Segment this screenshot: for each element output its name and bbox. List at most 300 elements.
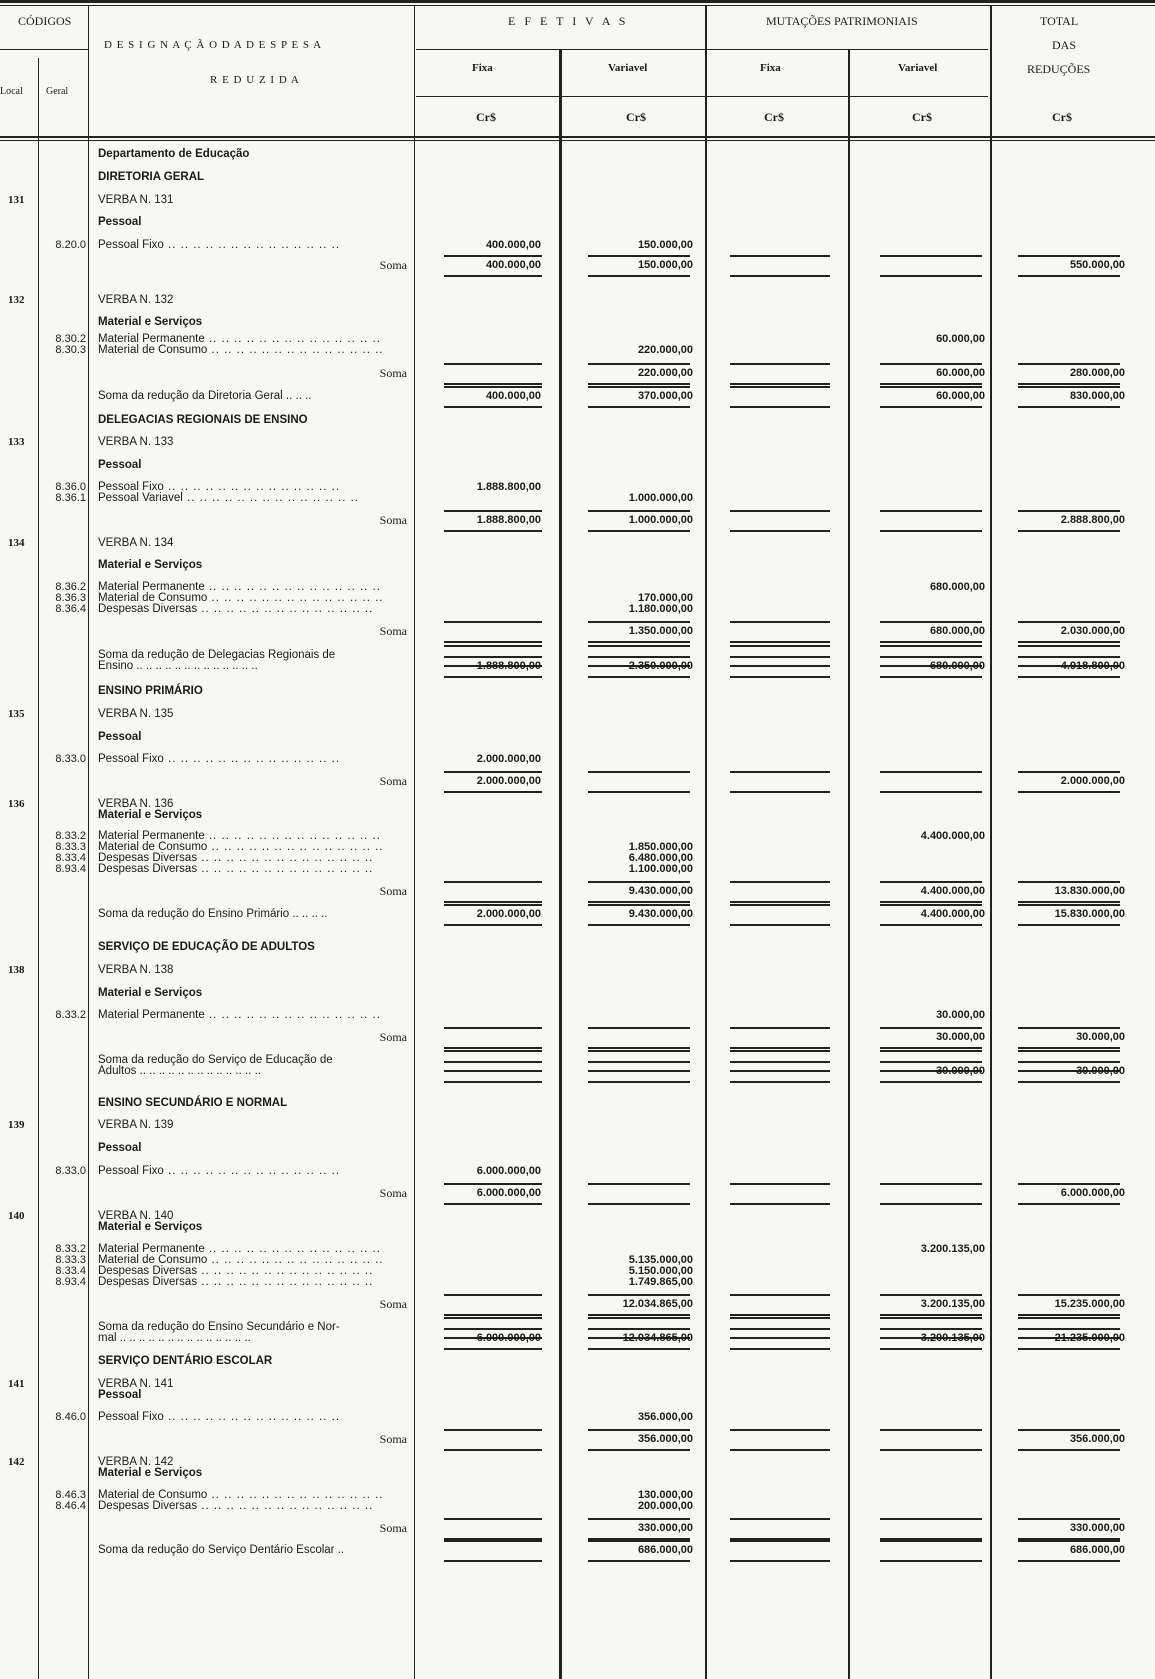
row-description: Pessoal	[98, 459, 142, 471]
sum-rule	[1018, 510, 1120, 512]
row-efetiva-fixa: 6.000.000,00	[476, 1187, 541, 1199]
row-total-reducoes: 330.000,00	[1069, 1522, 1125, 1534]
table-row	[0, 1007, 1155, 1023]
row-general-code: 8.36.0	[55, 481, 86, 493]
sum-rule	[1018, 645, 1120, 647]
row-efetiva-variavel: 2.350.000,00	[628, 660, 693, 672]
table-row	[0, 683, 1155, 699]
row-total-reducoes: 686.000,00	[1069, 1544, 1125, 1556]
sum-rule	[588, 1047, 690, 1049]
row-efetiva-variavel: 170.000,00	[637, 592, 693, 604]
row-description: VERBA N. 131	[98, 194, 174, 206]
row-local-code: 131	[8, 194, 25, 206]
sum-rule	[1018, 1314, 1120, 1316]
sum-rule	[730, 1560, 830, 1562]
sum-rule	[880, 363, 982, 365]
sum-rule	[588, 621, 690, 623]
row-general-code: 8.93.4	[55, 863, 86, 875]
row-local-code: 138	[8, 964, 25, 976]
row-general-code: 8.30.2	[55, 333, 86, 345]
sum-rule	[730, 1429, 830, 1431]
row-local-code: 141	[8, 1378, 25, 1390]
sum-rule	[880, 904, 982, 906]
sum-rule	[880, 1183, 982, 1185]
row-description: Material Permanente .. ..	[98, 579, 408, 595]
sum-rule	[444, 904, 542, 906]
sum-rule	[444, 1203, 542, 1205]
row-efetiva-variavel: 150.000,00	[637, 239, 693, 251]
row-description: Departamento de Educação	[98, 148, 250, 160]
sum-rule	[1018, 1183, 1120, 1185]
row-description: VERBA N. 133	[98, 436, 174, 448]
sum-rule	[444, 1348, 542, 1350]
row-mutacao-variavel: 4.400.000,00	[920, 830, 985, 842]
sum-rule	[880, 1203, 982, 1205]
row-general-code: 8.20.0	[55, 239, 86, 251]
row-efetiva-variavel: 330.000,00	[637, 1522, 693, 1534]
sum-rule	[880, 1317, 982, 1319]
sum-rule	[444, 255, 542, 257]
row-description: Material e Serviços	[98, 987, 203, 999]
row-description: Despesas Diversas .. ..	[98, 861, 408, 877]
sum-rule	[730, 676, 830, 678]
table-row	[0, 729, 1155, 745]
table-row	[0, 751, 1155, 767]
sum-rule	[1018, 386, 1120, 388]
sum-rule	[730, 904, 830, 906]
sum-rule	[1018, 676, 1120, 678]
row-description: ENSINO PRIMÁRIO	[98, 685, 203, 697]
sum-rule	[588, 1560, 690, 1562]
row-description: Pessoal	[98, 1389, 142, 1401]
row-description: Material e Serviços	[98, 1467, 203, 1479]
row-total-reducoes: 15.235.000,00	[1054, 1298, 1125, 1310]
sum-rule	[880, 656, 982, 658]
row-efetiva-variavel: 9.430.000,00	[628, 885, 693, 897]
header-das: DAS	[1052, 38, 1077, 52]
row-description: SERVIÇO DENTÁRIO ESCOLAR	[98, 1355, 273, 1367]
sum-rule	[730, 645, 830, 647]
table-row	[0, 1219, 1155, 1235]
sum-rule	[730, 1314, 830, 1316]
header-codigos: CÓDIGOS	[18, 14, 72, 28]
row-description: VERBA N. 132	[98, 294, 174, 306]
row-local-code: 142	[8, 1456, 25, 1468]
row-description: Material e Serviços	[98, 316, 203, 328]
table-row	[0, 1387, 1155, 1403]
sum-rule	[588, 881, 690, 883]
row-soma-label: Soma	[379, 1030, 407, 1044]
row-efetiva-fixa: 2.000.000,00	[476, 908, 541, 920]
sum-rule	[730, 386, 830, 388]
row-description: Soma da redução do Ensino Primário .. .. .. ..	[98, 908, 328, 920]
row-general-code: 8.33.4	[55, 852, 86, 864]
header-cr-1: Cr$	[476, 110, 496, 124]
row-description: Material de Consumo .. ..	[98, 839, 408, 855]
row-general-code: 8.33.2	[55, 1243, 86, 1255]
sum-rule	[880, 771, 982, 773]
sum-rule	[880, 641, 982, 643]
sum-rule	[588, 386, 690, 388]
sum-rule	[1018, 901, 1120, 903]
row-efetiva-fixa: 400.000,00	[485, 259, 541, 271]
table-row	[0, 939, 1155, 955]
sum-rule	[444, 1540, 542, 1542]
sum-rule	[588, 924, 690, 926]
row-description: Material de Consumo .. ..	[98, 1252, 408, 1268]
sum-rule	[1018, 363, 1120, 365]
sum-rule	[730, 1348, 830, 1350]
row-total-reducoes: 550.000,00	[1069, 259, 1125, 271]
row-general-code: 8.33.2	[55, 1009, 86, 1021]
row-description: VERBA N. 138	[98, 964, 174, 976]
row-local-code: 133	[8, 436, 25, 448]
table-row	[0, 1431, 1155, 1447]
row-mutacao-variavel: 60.000,00	[936, 333, 985, 345]
row-description: Pessoal Fixo .. ..	[98, 479, 408, 495]
sum-rule	[880, 1429, 982, 1431]
row-efetiva-fixa: 1.888.800,00	[476, 481, 541, 493]
sum-rule	[588, 383, 690, 385]
row-efetiva-variavel: 1.850.000,00	[628, 841, 693, 853]
sum-rule	[730, 1518, 830, 1520]
sum-rule	[730, 924, 830, 926]
sum-rule	[1018, 1050, 1120, 1052]
sum-rule	[1018, 1294, 1120, 1296]
sum-rule	[730, 621, 830, 623]
sum-rule	[444, 791, 542, 793]
row-description: VERBA N. 134	[98, 537, 174, 549]
table-row	[0, 1117, 1155, 1133]
sum-rule	[444, 924, 542, 926]
sum-rule	[1018, 275, 1120, 277]
sum-rule	[880, 901, 982, 903]
row-general-code: 8.33.2	[55, 830, 86, 842]
table-header	[0, 0, 1155, 140]
row-total-reducoes: 13.830.000,00	[1054, 885, 1125, 897]
sum-rule	[588, 676, 690, 678]
sum-rule	[880, 881, 982, 883]
sum-rule	[444, 510, 542, 512]
sum-rule	[444, 1328, 542, 1330]
row-total-reducoes: 280.000,00	[1069, 367, 1125, 379]
row-description: Pessoal Fixo .. ..	[98, 1163, 408, 1179]
sum-rule	[588, 656, 690, 658]
table-row	[0, 1296, 1155, 1312]
sum-rule	[588, 1183, 690, 1185]
table-body	[0, 142, 1155, 1679]
sum-rule	[730, 510, 830, 512]
table-row	[0, 706, 1155, 722]
row-description: Despesas Diversas .. ..	[98, 850, 408, 866]
row-description: ENSINO SECUNDÁRIO E NORMAL	[98, 1097, 288, 1109]
row-efetiva-variavel: 1.180.000,00	[628, 603, 693, 615]
sum-rule	[1018, 1518, 1120, 1520]
table-row	[0, 1465, 1155, 1481]
row-total-reducoes: 4.918.800,00	[1060, 660, 1125, 672]
sum-rule	[444, 1314, 542, 1316]
row-description: mal .. .. .. .. .. .. .. .. .. .. .. .. .. ..	[98, 1332, 251, 1344]
sum-rule	[730, 1027, 830, 1029]
row-description: VERBA N. 141	[98, 1378, 174, 1390]
row-description: Despesas Diversas .. ..	[98, 1498, 408, 1514]
row-description: Material de Consumo .. ..	[98, 342, 408, 358]
sum-rule	[1018, 656, 1120, 658]
row-total-reducoes: 2.000.000,00	[1060, 775, 1125, 787]
sum-rule	[588, 1540, 690, 1542]
table-row	[0, 1498, 1155, 1514]
sum-rule	[880, 1294, 982, 1296]
sum-rule	[730, 656, 830, 658]
sum-rule	[444, 1560, 542, 1562]
row-general-code: 8.46.4	[55, 1500, 86, 1512]
sum-rule	[588, 1449, 690, 1451]
sum-rule	[444, 881, 542, 883]
row-general-code: 8.36.4	[55, 603, 86, 615]
header-designacao-2: R E D U Z I D A	[210, 74, 300, 86]
sum-rule	[1018, 530, 1120, 532]
row-total-reducoes: 2.030.000,00	[1060, 625, 1125, 637]
sum-rule	[444, 363, 542, 365]
row-description: Soma da redução do Serviço Dentário Escolar ..	[98, 1544, 345, 1556]
sum-rule	[444, 1047, 542, 1049]
table-row	[0, 292, 1155, 308]
row-soma-label: Soma	[379, 366, 407, 380]
sum-rule	[730, 771, 830, 773]
table-row	[0, 985, 1155, 1001]
sum-rule	[444, 1518, 542, 1520]
sum-rule	[444, 386, 542, 388]
table-row	[0, 457, 1155, 473]
row-general-code: 8.36.2	[55, 581, 86, 593]
row-description: Material Permanente .. ..	[98, 1007, 408, 1023]
row-description: Pessoal	[98, 731, 142, 743]
sum-rule	[1018, 641, 1120, 643]
sum-rule	[880, 1540, 982, 1542]
row-soma-label: Soma	[379, 884, 407, 898]
sum-rule	[588, 1317, 690, 1319]
sum-rule	[730, 641, 830, 643]
table-row	[0, 365, 1155, 381]
header-variavel-mutacoes: Variavel	[898, 62, 938, 74]
sum-rule	[1018, 406, 1120, 408]
row-efetiva-variavel: 1.000.000,00	[628, 514, 693, 526]
sum-rule	[588, 1518, 690, 1520]
sum-rule	[588, 1027, 690, 1029]
header-variavel-efetivas: Variavel	[608, 62, 648, 74]
sum-rule	[1018, 1081, 1120, 1083]
sum-rule	[730, 1328, 830, 1330]
row-description: Material e Serviços	[98, 1221, 203, 1233]
table-row	[0, 773, 1155, 789]
sum-rule	[444, 621, 542, 623]
row-description: VERBA N. 142	[98, 1456, 174, 1468]
sum-rule	[444, 530, 542, 532]
row-efetiva-variavel: 356.000,00	[637, 1433, 693, 1445]
row-efetiva-variavel: 1.350.000,00	[628, 625, 693, 637]
row-efetiva-fixa: 6.000.000,00	[476, 1332, 541, 1344]
row-soma-label: Soma	[379, 513, 407, 527]
table-row	[0, 658, 1155, 674]
row-efetiva-variavel: 12.034.865,00	[622, 1298, 693, 1310]
sum-rule	[1018, 791, 1120, 793]
row-efetiva-variavel: 5.135.000,00	[628, 1254, 693, 1266]
sum-rule	[1018, 881, 1120, 883]
table-row	[0, 512, 1155, 528]
sum-rule	[588, 1294, 690, 1296]
table-row	[0, 535, 1155, 551]
sum-rule	[444, 901, 542, 903]
table-row	[0, 214, 1155, 230]
sum-rule	[730, 363, 830, 365]
row-efetiva-fixa: 2.000.000,00	[476, 753, 541, 765]
sum-rule	[730, 255, 830, 257]
sum-rule	[730, 791, 830, 793]
table-row	[0, 257, 1155, 273]
sum-rule	[444, 676, 542, 678]
row-description: Pessoal Fixo .. ..	[98, 1409, 408, 1425]
row-general-code: 8.33.0	[55, 753, 86, 765]
sum-rule	[588, 1348, 690, 1350]
row-mutacao-variavel: 680.000,00	[929, 581, 985, 593]
sum-rule	[1018, 904, 1120, 906]
sum-rule	[444, 275, 542, 277]
row-total-reducoes: 356.000,00	[1069, 1433, 1125, 1445]
row-general-code: 8.46.0	[55, 1411, 86, 1423]
row-total-reducoes: 830.000,00	[1069, 390, 1125, 402]
row-soma-label: Soma	[379, 1521, 407, 1535]
row-efetiva-variavel: 686.000,00	[637, 1544, 693, 1556]
sum-rule	[1018, 621, 1120, 623]
table-row	[0, 314, 1155, 330]
table-row	[0, 1520, 1155, 1536]
sum-rule	[730, 881, 830, 883]
row-general-code: 8.36.3	[55, 592, 86, 604]
sum-rule	[730, 275, 830, 277]
sum-rule	[730, 1047, 830, 1049]
row-description: Material Permanente .. ..	[98, 1241, 408, 1257]
row-soma-label: Soma	[379, 1186, 407, 1200]
sum-rule	[588, 901, 690, 903]
row-description: VERBA N. 140	[98, 1210, 174, 1222]
sum-rule	[588, 904, 690, 906]
table-row	[0, 883, 1155, 899]
table-row	[0, 906, 1155, 922]
sum-rule	[444, 1183, 542, 1185]
sum-rule	[880, 530, 982, 532]
row-general-code: 8.33.0	[55, 1165, 86, 1177]
row-efetiva-fixa: 400.000,00	[485, 390, 541, 402]
row-mutacao-variavel: 680.000,00	[929, 660, 985, 672]
row-local-code: 132	[8, 294, 25, 306]
sum-rule	[588, 275, 690, 277]
sum-rule	[880, 1560, 982, 1562]
sum-rule	[588, 641, 690, 643]
sum-rule	[880, 621, 982, 623]
row-description: Despesas Diversas .. ..	[98, 1274, 408, 1290]
sum-rule	[444, 1061, 542, 1063]
sum-rule	[880, 1027, 982, 1029]
row-description: Material de Consumo .. ..	[98, 590, 408, 606]
sum-rule	[730, 406, 830, 408]
row-total-reducoes: 21.235.000,00	[1054, 1332, 1125, 1344]
sum-rule	[588, 1429, 690, 1431]
row-description: Material e Serviços	[98, 559, 203, 571]
sum-rule	[588, 1061, 690, 1063]
sum-rule	[880, 1050, 982, 1052]
sum-rule	[730, 383, 830, 385]
sum-rule	[1018, 1061, 1120, 1063]
sum-rule	[444, 645, 542, 647]
row-description: Material Permanente .. ..	[98, 828, 408, 844]
sum-rule	[444, 1294, 542, 1296]
row-description: Adultos .. .. .. .. .. .. .. .. .. .. .. .. ..	[98, 1065, 261, 1077]
row-description: Material de Consumo .. ..	[98, 1487, 408, 1503]
table-row	[0, 1029, 1155, 1045]
row-general-code: 8.33.3	[55, 1254, 86, 1266]
sum-rule	[880, 645, 982, 647]
sum-rule	[444, 1027, 542, 1029]
sum-rule	[588, 1050, 690, 1052]
sum-rule	[730, 1081, 830, 1083]
header-cr-3: Cr$	[764, 110, 784, 124]
sum-rule	[730, 1061, 830, 1063]
table-row	[0, 1353, 1155, 1369]
sum-rule	[1018, 771, 1120, 773]
sum-rule	[730, 1203, 830, 1205]
sum-rule	[880, 255, 982, 257]
sum-rule	[880, 275, 982, 277]
row-description: Soma da redução do Ensino Secundário e Nor-	[98, 1321, 340, 1333]
sum-rule	[730, 901, 830, 903]
sum-rule	[444, 1429, 542, 1431]
table-row	[0, 1274, 1155, 1290]
sum-rule	[880, 1449, 982, 1451]
row-description: Despesas Diversas .. ..	[98, 601, 408, 617]
sum-rule	[1018, 1560, 1120, 1562]
sum-rule	[1018, 1047, 1120, 1049]
table-row	[0, 237, 1155, 253]
row-description: VERBA N. 136	[98, 798, 174, 810]
sum-rule	[588, 645, 690, 647]
row-mutacao-variavel: 60.000,00	[936, 390, 985, 402]
table-row	[0, 146, 1155, 162]
sum-rule	[1018, 1317, 1120, 1319]
row-description: Pessoal Variavel .. ..	[98, 490, 408, 506]
sum-rule	[880, 383, 982, 385]
sum-rule	[730, 1294, 830, 1296]
header-cr-2: Cr$	[626, 110, 646, 124]
sum-rule	[1018, 255, 1120, 257]
sum-rule	[880, 1328, 982, 1330]
sum-rule	[730, 1449, 830, 1451]
row-mutacao-variavel: 3.200.135,00	[920, 1298, 985, 1310]
sum-rule	[1018, 1328, 1120, 1330]
row-general-code: 8.93.4	[55, 1276, 86, 1288]
table-row	[0, 412, 1155, 428]
row-description: Pessoal	[98, 216, 142, 228]
row-total-reducoes: 6.000.000,00	[1060, 1187, 1125, 1199]
row-efetiva-variavel: 200.000,00	[637, 1500, 693, 1512]
table-row	[0, 1330, 1155, 1346]
table-row	[0, 807, 1155, 823]
sum-rule	[588, 771, 690, 773]
row-local-code: 135	[8, 708, 25, 720]
row-efetiva-variavel: 6.480.000,00	[628, 852, 693, 864]
row-efetiva-variavel: 356.000,00	[637, 1411, 693, 1423]
row-local-code: 139	[8, 1119, 25, 1131]
sum-rule	[588, 1203, 690, 1205]
